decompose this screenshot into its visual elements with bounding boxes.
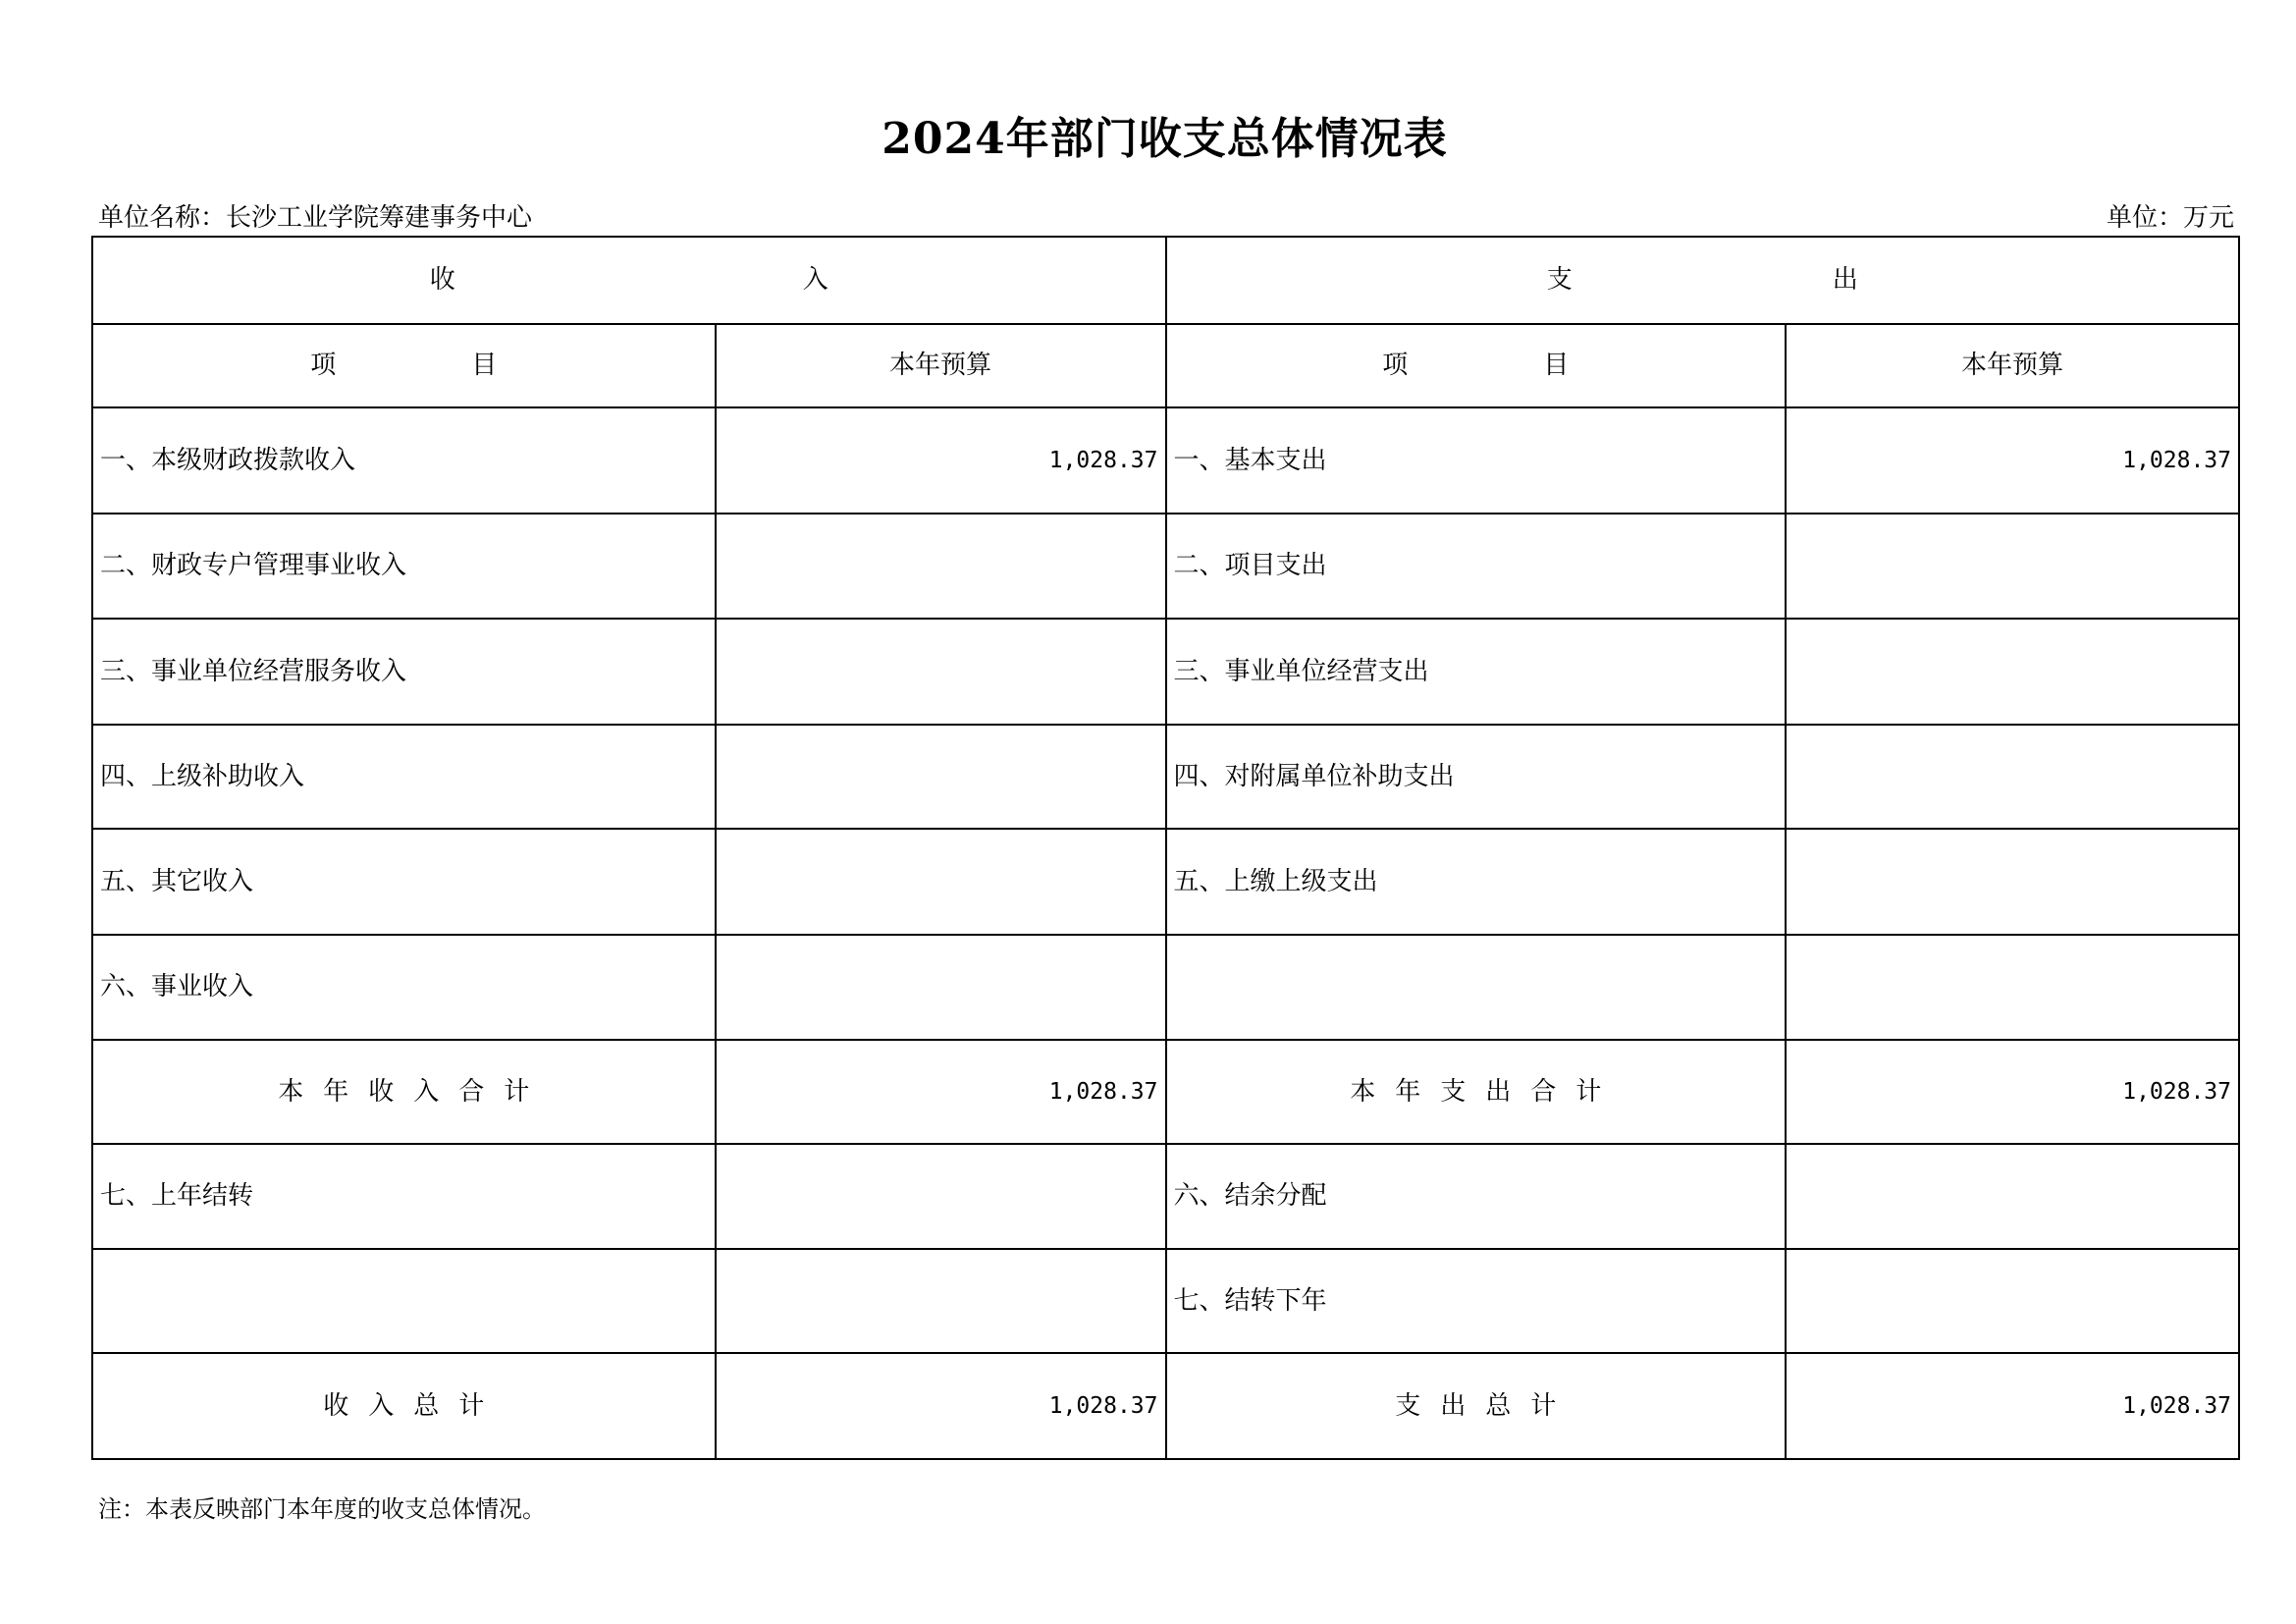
expense-item-cell: 二、项目支出 (1167, 514, 1788, 620)
expense-total-value: 1,028.37 (1787, 1354, 2240, 1460)
income-header-char-2: 入 (802, 265, 828, 296)
income-item-header-char-2: 目 (471, 351, 498, 381)
page-title: 2024年部门收支总体情况表 (881, 114, 1448, 164)
expense-subtotal-label-cell (1167, 1041, 1788, 1146)
expense-item-cell (1167, 936, 1788, 1041)
expense-budget-cell: 1,028.37 (1787, 408, 2240, 514)
income-total-value: 1,028.37 (717, 1354, 1167, 1460)
income-budget-cell (717, 1145, 1167, 1250)
income-budget-cell (717, 726, 1167, 831)
income-subtotal-label: 本年收入合计 (278, 1076, 550, 1107)
expense-item-cell: 三、事业单位经营支出 (1167, 620, 1788, 726)
expense-item-cell: 五、上缴上级支出 (1167, 830, 1788, 936)
income-budget-cell (717, 830, 1167, 936)
expense-budget-cell (1787, 514, 2240, 620)
income-item-header-char-1: 项 (310, 351, 337, 381)
income-total-label: 收入总计 (323, 1391, 505, 1421)
expense-total-label: 支出总计 (1395, 1391, 1576, 1421)
income-item-cell: 四、上级补助收入 (93, 726, 717, 831)
expense-subtotal-label: 本年支出合计 (1350, 1076, 1622, 1107)
expense-item-header (1167, 325, 1788, 409)
expense-item-cell: 四、对附属单位补助支出 (1167, 726, 1788, 831)
footnote: 注：本表反映部门本年度的收支总体情况。 (98, 1495, 546, 1523)
expense-subtotal-value: 1,028.37 (1787, 1041, 2240, 1146)
income-item-cell (93, 1250, 717, 1355)
expense-header (1167, 238, 2241, 325)
expense-total-label-cell (1167, 1354, 1788, 1460)
income-header-char-1: 收 (429, 265, 455, 296)
income-item-cell: 三、事业单位经营服务收入 (93, 620, 717, 726)
expense-budget-cell (1787, 726, 2240, 831)
income-item-cell: 六、事业收入 (93, 936, 717, 1041)
income-item-cell: 七、上年结转 (93, 1145, 717, 1250)
expense-budget-cell (1787, 620, 2240, 726)
expense-item-cell: 七、结转下年 (1167, 1250, 1788, 1355)
expense-header-char-2: 出 (1832, 265, 1858, 296)
income-budget-cell: 1,028.37 (717, 408, 1167, 514)
income-subtotal-label-cell (93, 1041, 717, 1146)
expense-header-char-1: 支 (1546, 265, 1573, 296)
expense-item-header-char-2: 目 (1543, 351, 1570, 381)
unit-label: 单位：万元 (2106, 203, 2234, 233)
income-budget-cell (717, 514, 1167, 620)
income-item-cell: 一、本级财政拨款收入 (93, 408, 717, 514)
expense-budget-header: 本年预算 (1787, 325, 2240, 409)
income-item-header (93, 325, 717, 409)
income-total-label-cell (93, 1354, 717, 1460)
income-item-cell: 五、其它收入 (93, 830, 717, 936)
budget-table (91, 236, 2240, 1460)
income-budget-header: 本年预算 (717, 325, 1167, 409)
income-budget-cell (717, 1250, 1167, 1355)
expense-budget-cell (1787, 830, 2240, 936)
income-subtotal-value: 1,028.37 (717, 1041, 1167, 1146)
income-budget-cell (717, 620, 1167, 726)
expense-item-header-char-1: 项 (1382, 351, 1409, 381)
expense-item-cell: 六、结余分配 (1167, 1145, 1788, 1250)
expense-budget-cell (1787, 936, 2240, 1041)
expense-item-cell: 一、基本支出 (1167, 408, 1788, 514)
unit-name-label: 单位名称：长沙工业学院筹建事务中心 (98, 203, 533, 233)
income-item-cell: 二、财政专户管理事业收入 (93, 514, 717, 620)
expense-budget-cell (1787, 1250, 2240, 1355)
expense-budget-cell (1787, 1145, 2240, 1250)
income-header (93, 238, 1167, 325)
income-budget-cell (717, 936, 1167, 1041)
